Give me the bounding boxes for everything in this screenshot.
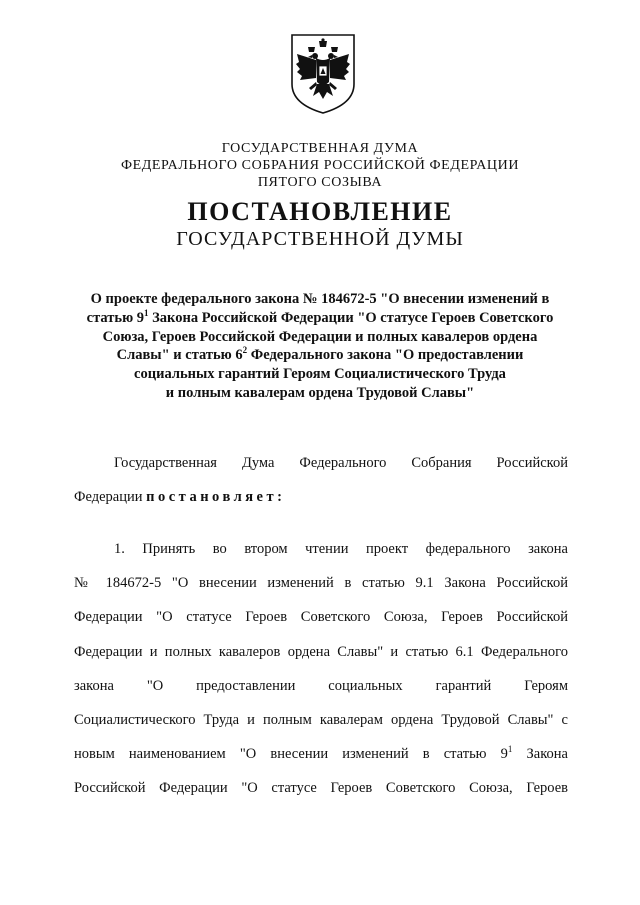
subject-line: Славы" и статью $6^2$ Федерального закона "О предоставлении: [116, 345, 524, 364]
paragraph-line: № 184672-5 "О внесении изменений в статью 9.1 Закона Российской: [74, 575, 568, 592]
paragraph-line: Федерации и полных кавалеров ордена Славы" и статью 6.1 Федерального: [74, 643, 568, 660]
preamble-paragraph: [74, 446, 568, 514]
paragraph-line: Федерации постановляет:: [74, 489, 286, 506]
subject-line: и полным кавалерам ордена Трудовой Славы": [165, 384, 475, 401]
resolves-keyword: постановляет:: [146, 489, 286, 506]
subject-block: [0, 290, 640, 403]
subject-line: Союза, Героев Российской Федерации и полных кавалеров ордена: [102, 328, 538, 345]
subject-line: статью $9^1$ Закона Российской Федерации "О статусе Героев Советского: [86, 307, 554, 326]
paragraph-line: закона "О предоставлении социальных гарантий Героям: [74, 677, 568, 694]
paragraph-line: Федерации "О статусе Героев Советского Союза, Героев Российской: [74, 609, 568, 626]
paragraph-line: Социалистического Труда и полным кавалерам ордена Трудовой Славы" с: [74, 712, 568, 729]
issuer-line-2: ФЕДЕРАЛЬНОГО СОБРАНИЯ РОССИЙСКОЙ ФЕДЕРАЦИИ: [120, 158, 520, 173]
crown-icon: [308, 38, 338, 52]
document-title: ПОСТАНОВЛЕНИЕ: [187, 197, 453, 226]
paragraph-line: 1. Принять во втором чтении проект федерального закона: [114, 541, 568, 557]
coat-of-arms-emblem: [289, 32, 357, 116]
issuer-line-1: ГОСУДАРСТВЕННАЯ ДУМА: [221, 141, 419, 156]
convocation-line: ПЯТОГО СОЗЫВА: [257, 175, 383, 190]
document-subtitle: ГОСУДАРСТВЕННОЙ ДУМЫ: [176, 228, 464, 250]
paragraph-line: Российской Федерации "О статусе Героев Советского Союза, Героев: [74, 780, 568, 797]
subject-line: социальных гарантий Героям Социалистического Труда: [134, 366, 506, 383]
item-1-paragraph: [74, 532, 568, 806]
paragraph-line: новым наименованием "О внесении изменений в статью $9^1$ Закона: [74, 744, 568, 763]
paragraph-line: Государственная Дума Федерального Собрания Российской: [114, 455, 568, 471]
subject-line: О проекте федерального закона № 184672-5 "О внесении изменений в: [90, 291, 550, 307]
